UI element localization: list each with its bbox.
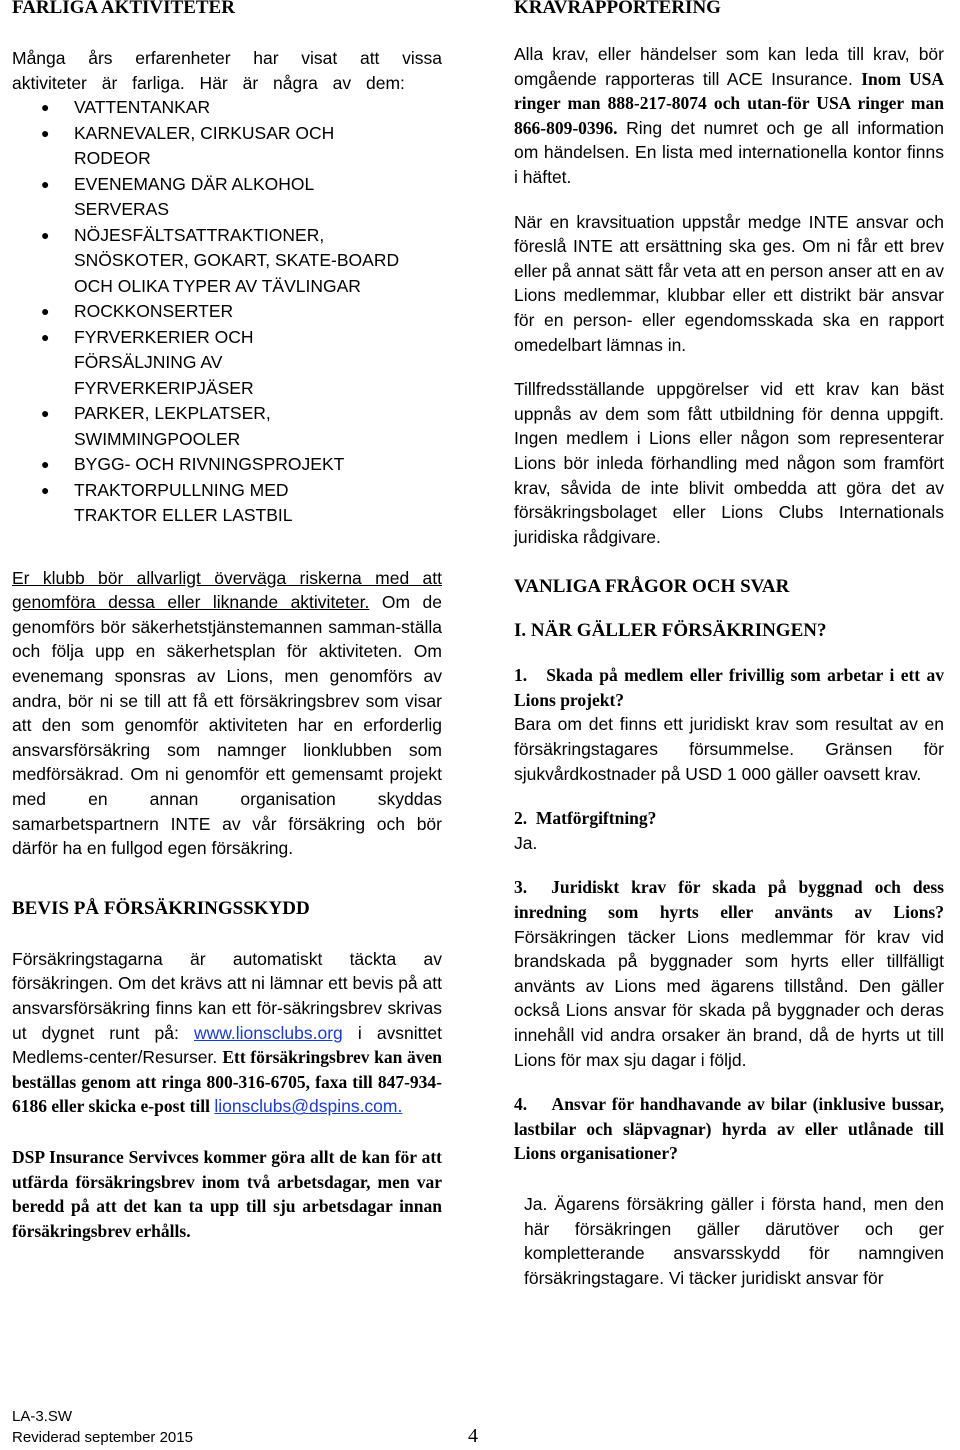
document-code: LA-3.SW <box>12 1408 73 1425</box>
heading-proof-of-insurance: BEVIS PÅ FÖRSÄKRINGSSKYDD <box>12 897 310 919</box>
left-column <box>12 0 442 1243</box>
bullet-icon: ● <box>41 99 50 116</box>
heading-dangerous-activities: FARLIGA AKTIVITETER <box>12 0 235 18</box>
list-item: ● ROCKKONSERTER <box>12 299 442 325</box>
list-item: ● PARKER, LEKPLATSER, SWIMMINGPOOLER <box>41 403 271 449</box>
email-link[interactable]: lionsclubs@dspins.com. <box>214 1096 403 1117</box>
list-item: ● VATTENTANKAR <box>12 95 442 121</box>
claims-paragraph-3: Tillfredsställande uppgörelser vid ett krav kan bäst uppnås av dem som fått utbildning för denna uppgift. Ingen medlem i Lions eller någon som representerar Lions bör inleda förhandling med någon som framfört krav, såvida de inte blivit ombedda att göra det av försäkringsbolaget eller Lions Clubs Internationals juridiska rådgivare. <box>514 379 944 547</box>
warning-text: Om de genomförs bör säkerhetstjänstemannen samman-ställa och följa upp en säkerhetsplan för aktiviteten. Om evenemang sponsras av Lions, men genomförs av andra, bör ni se till att få ett försäkringsbrev som visar att den som genomför aktiviteten har en erforderlig ansvarsförsäkring som namnger lionklubben som medförsäkrad. Om ni genomför ett gemensamt projekt med en annan organisation skyddas samarbetspartnern INTE av vår försäkring och bör därför ha en fullgod egen försäkring. <box>12 592 442 859</box>
faq-question-4: 4. Ansvar för handhavande av bilar (inklusive bussar, lastbilar och släpvagnar) hyrda av eller utlånade till Lions organisationer? <box>514 1094 944 1164</box>
warning-paragraph <box>12 566 442 861</box>
heading-when-insured: I. NÄR GÄLLER FÖRSÄKRINGEN? <box>514 620 827 642</box>
heading-faq: VANLIGA FRÅGOR OCH SVAR <box>514 576 790 598</box>
right-column <box>514 0 944 1290</box>
proof-paragraph <box>12 947 442 1119</box>
heading-claims-reporting: KRAVRAPPORTERING <box>514 0 721 18</box>
faq-question-3: 3. Juridiskt krav för skada på byggnad och dess inredning som hyrts eller använts av Lions? Försäkringen täcker Lions medlemmar för krav vid brandskada på byggnader som hyrts eller tillfälligt använts av Lions med ägarens tillstånd. Den gäller också Lions ansvar för skada på byggnader och deras innehåll vid andra orsaker än brand, då de hyrts ut till Lions för max sju dagar i följd. <box>514 877 944 1070</box>
dsp-paragraph <box>12 1145 442 1243</box>
list-item: ● EVENEMANG DÄR ALKOHOL SERVERAS <box>41 173 314 220</box>
bullet-icon: ● <box>41 303 50 320</box>
lionsclubs-link[interactable]: www.lionsclubs.org <box>193 1022 343 1043</box>
revision-date: Reviderad september 2015 <box>12 1429 193 1446</box>
proof-text-2: i avsnittet Medlems-center/Resurser. <box>12 1022 442 1068</box>
intro-paragraph: Många års erfarenheter har visat att vissa aktiviteter är farliga. Här är några av dem: <box>12 48 442 93</box>
claims-phone-bold: Inom USA ringer man 888-217-8074 och utan-för USA ringer man 866-809-0396. <box>514 68 944 138</box>
bullet-icon: ● <box>41 226 50 243</box>
claims-paragraph-2: När en kravsituation uppstår medge INTE ansvar och föreslå INTE att ersättning ska ges. Om ni får ett brev eller på annat sätt får veta att en person anser att en av Lions medlemmar, klubbar eller ett distrikt bär ansvar för en person- eller egendomsskada ska en rapport omedelbart lämnas in. <box>514 211 944 355</box>
list-item: ● NÖJESFÄLTSATTRAKTIONER, SNÖSKOTER, GOKART, SKATE-BOARD OCH OLIKA TYPER AV TÄVLINGAR <box>41 224 400 296</box>
bullet-icon: ● <box>41 405 50 422</box>
proof-text-1: Försäkringstagarna är automatiskt täckta av försäkringen. Om det krävs att ni lämnar ett bevis på att ansvarsförsäkring finns kan ett för-säkringsbrev skrivas ut dygnet runt på: <box>12 948 442 1043</box>
faq-answer-2: Ja. <box>514 832 538 853</box>
list-item: ● TRAKTORPULLNING MED TRAKTOR ELLER LASTBIL <box>41 479 293 526</box>
claims-paragraph-1: Alla krav, eller händelser som kan leda till krav, bör omgående rapporteras till ACE Insurance. Inom USA ringer man 888-217-8074 och utan-för USA ringer man 866-809-0396. Ring det numret och ge all information om händelsen. En lista med internationella kontor finns i häftet. <box>514 44 944 187</box>
bullet-icon: ● <box>41 124 50 141</box>
bullet-icon: ● <box>41 481 50 498</box>
activity-list <box>12 95 442 529</box>
bullet-icon: ● <box>41 456 50 473</box>
faq-question-1: 1. Skada på medlem eller frivillig som arbetar i ett av Lions projekt? <box>514 665 944 710</box>
bullet-icon: ● <box>41 328 50 345</box>
proof-bold: Ett försäkringsbrev kan även beställas genom att ringa 800-316-6705, faxa till 847-934-6186 eller skicka e-post till <box>12 1047 442 1117</box>
footer <box>12 1406 492 1448</box>
list-item: ● KARNEVALER, CIRKUSAR OCH RODEOR <box>41 122 335 169</box>
faq-question-2: 2. Matförgiftning? <box>514 808 657 829</box>
bullet-icon: ● <box>41 175 50 192</box>
faq-answer-1: Bara om det finns ett juridiskt krav som resultat av en försäkringstagares försummelse. Gränsen för sjukvårdkostnader på USD 1 000 gäller oavsett krav. <box>514 714 944 784</box>
warning-underlined: Er klubb bör allvarligt överväga riskerna med att genomföra dessa eller liknande aktiviteter. <box>12 567 442 613</box>
list-item: ● BYGG- OCH RIVNINGSPROJEKT <box>12 452 442 478</box>
page-number: 4 <box>468 1425 478 1447</box>
list-item: ● FYRVERKERIER OCH FÖRSÄLJNING AV FYRVERKERIPJÄSER <box>41 326 254 398</box>
dsp-bold-text: DSP Insurance Servivces kommer göra allt de kan för att utfärda försäkringsbrev inom två arbetsdagar, men var beredd på att det kan ta upp till sju arbetsdagar innan försäkringsbrev erhålls. <box>12 1146 442 1241</box>
faq-answer-4: Ja. Ägarens försäkring gäller i första hand, men den här försäkringen gäller därutöver och ger kompletterande ansvarsskydd för namngiven försäkringstagare. Vi täcker juridiskt ansvar för <box>524 1193 944 1288</box>
